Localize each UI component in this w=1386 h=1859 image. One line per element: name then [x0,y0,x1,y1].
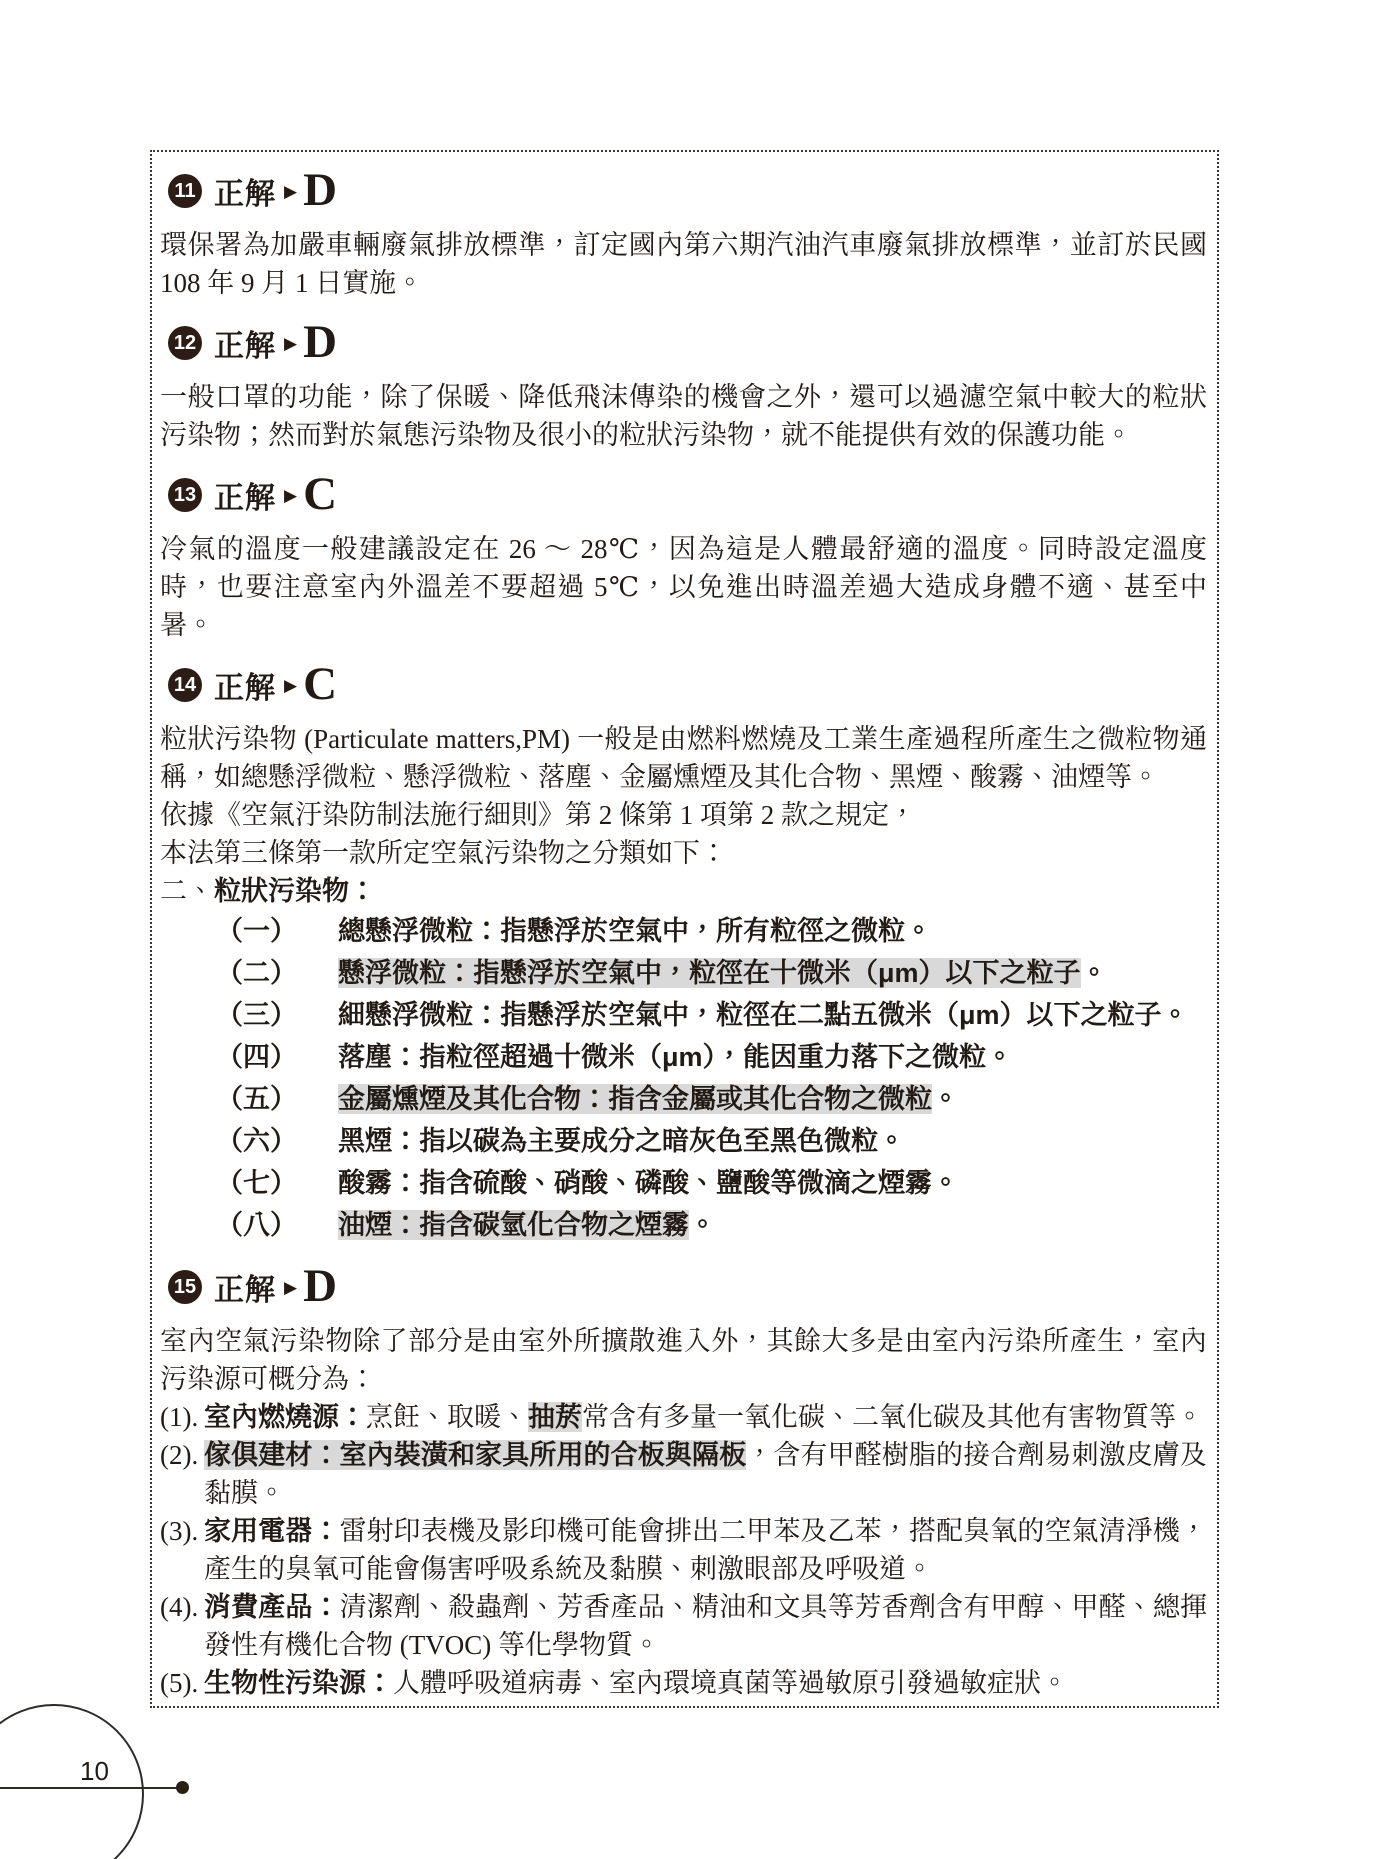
answer-label: 正解 [214,178,276,211]
text-run: 消費產品： [204,1592,340,1622]
list-item [160,1588,1207,1664]
question-number-badge: 14 [168,668,202,702]
text-run: 粒狀污染物 (Particulate matters,PM) 一般是由燃料燃燒及工業生產過程所產生之微粒物通稱，如總懸浮微粒、懸浮微粒、落塵、金屬燻煙及其化合物、黑煙、酸霧、油煙等。 [160,724,1207,792]
answer-label: 正解 [214,330,276,363]
list-item-text [338,994,1207,1036]
text-run: 傢俱建材：室內裝潢和家具所用的合板與隔板 [204,1440,747,1470]
answer-arrow-icon: ▶ [284,486,298,505]
paragraph [160,796,1207,834]
answer-arrow-icon: ▶ [284,182,298,201]
text-run: 總懸浮微粒：指懸浮於空氣中，所有粒徑之微粒。 [338,916,932,946]
list-marker: (3). [160,1516,199,1546]
answer-label: 正解 [214,482,276,515]
list-item-text [204,1588,1207,1664]
answer-explanations [160,163,1208,1702]
list-item-text [338,1036,1207,1078]
answer-heading [168,467,1207,520]
text-run: 依據《空氣汙染防制法施行細則》第 2 條第 1 項第 2 款之規定， [160,800,916,830]
list-item [216,1204,1207,1246]
page-number: 10 [80,1756,109,1786]
footer-circle-decoration [0,1704,144,1859]
paragraph [160,530,1207,644]
list-item [216,1120,1207,1162]
answer-key-frame [150,150,1219,1708]
text-run: 酸霧：指含硫酸、硝酸、磷酸、鹽酸等微滴之煙霧。 [338,1168,959,1198]
text-run: 油煙：指含碳氫化合物之煙霧 [338,1210,689,1240]
paragraph [160,1322,1207,1398]
text-run: 本法第三條第一款所定空氣污染物之分類如下： [160,838,727,868]
answer-label: 正解 [214,1274,276,1307]
footer-line-decoration [0,1787,182,1789]
list-item [216,1078,1207,1120]
text-run: 室內空氣污染物除了部分是由室外所擴散進入外，其餘大多是由室內污染所產生，室內污染源可概分為： [160,1326,1207,1394]
list-item [216,994,1207,1036]
answer-letter: D [303,163,338,216]
answer-section-13 [160,467,1207,644]
list-item [160,1398,1207,1436]
answer-arrow-icon: ▶ [284,676,298,695]
text-run: 二、 [160,876,214,906]
answer-section-12 [160,315,1207,454]
paragraph [160,720,1207,796]
list-marker: （四） [216,1042,297,1072]
text-run: 冷氣的溫度一般建議設定在 26 ～ 28℃，因為這是人體最舒適的溫度。同時設定溫度時，也要注意室內外溫差不要超過 5℃，以免進出時溫差過大造成身體不適、甚至中暑。 [160,534,1207,640]
answer-heading [168,657,1207,710]
answer-section-15 [160,1259,1208,1702]
text-run: 一般口罩的功能，除了保暖、降低飛沫傳染的機會之外，還可以過濾空氣中較大的粒狀污染物；然而對於氣態污染物及很小的粒狀污染物，就不能提供有效的保護功能。 [160,382,1207,450]
text-run: 生物性污染源： [204,1668,393,1698]
paragraph [160,872,1207,910]
question-number-badge: 11 [168,174,202,208]
text-run: 粒狀污染物： [214,876,376,906]
footer-dot-decoration [176,1781,189,1794]
text-run: 烹飪、取暖、 [366,1402,528,1432]
text-run: 清潔劑、殺蟲劑、芳香產品、精油和文具等芳香劑含有甲醇、甲醛、總揮發性有機化合物 (TVOC) 等化學物質。 [204,1592,1208,1660]
text-run: 室內燃燒源： [204,1402,366,1432]
text-run: 雷射印表機及影印機可能會排出二甲苯及乙苯，搭配臭氧的空氣清淨機，產生的臭氧可能會傷害呼吸系統及黏膜、刺激眼部及呼吸道。 [204,1516,1208,1584]
text-run: 家用電器： [204,1516,340,1546]
list-item-text [338,1078,1207,1120]
text-run: 。 [689,1210,716,1240]
list-marker: (4). [160,1592,199,1622]
text-run: 環保署為加嚴車輛廢氣排放標準，訂定國內第六期汽油汽車廢氣排放標準，並訂於民國 108 年 9 月 1 日實施。 [160,230,1207,298]
list-item-text [338,1120,1207,1162]
text-run: 黑煙：指以碳為主要成分之暗灰色至黑色微粒。 [338,1126,905,1156]
question-number-badge: 12 [168,326,202,360]
answer-letter: D [303,1259,338,1312]
text-run: 常含有多量一氧化碳、二氧化碳及其他有害物質等。 [582,1402,1203,1432]
list-marker: （一） [216,916,297,946]
list-marker: （七） [216,1168,297,1198]
list-item-text [204,1436,1207,1512]
answer-label: 正解 [214,672,276,705]
list-item [216,910,1207,952]
list-item [160,1664,1207,1702]
question-number-badge: 13 [168,478,202,512]
answer-heading [168,315,1207,368]
list-item [216,1036,1207,1078]
paragraph [160,378,1207,454]
list-item-text [204,1398,1207,1436]
list-marker: (5). [160,1668,199,1698]
answer-heading [168,163,1207,216]
list-item-text [338,952,1207,994]
answer-letter: C [303,467,338,520]
text-run: 。 [1080,958,1108,988]
list-item [160,1512,1207,1588]
list-item-text [338,910,1207,952]
paragraph [160,834,1207,872]
list-marker: （五） [216,1084,297,1114]
answer-heading [168,1259,1207,1312]
list-marker: (1). [160,1402,199,1432]
list-item-text [204,1664,1207,1702]
list-marker: （三） [216,1000,297,1030]
answer-section-11 [160,163,1207,302]
list-item [216,1162,1207,1204]
paragraph [160,226,1207,302]
list-item-text [204,1512,1207,1588]
list-item-text [338,1162,1207,1204]
text-run: 細懸浮微粒：指懸浮於空氣中，粒徑在二點五微米（μm）以下之粒子。 [338,1000,1189,1030]
text-run: 。 [932,1084,959,1114]
list-marker: （八） [216,1210,297,1240]
answer-arrow-icon: ▶ [284,334,298,353]
list-marker: （六） [216,1126,297,1156]
list-item-text [338,1204,1207,1246]
answer-arrow-icon: ▶ [284,1278,298,1297]
text-run: 懸浮微粒：指懸浮於空氣中，粒徑在十微米（μm）以下之粒子 [338,958,1081,988]
answer-section-14 [160,657,1207,1246]
answer-letter: D [303,315,338,368]
text-run: 抽菸 [528,1402,582,1432]
answer-letter: C [303,657,338,710]
text-run: ，含有甲醛樹脂的接合劑易刺激皮膚及黏膜。 [204,1440,1208,1508]
list-marker: （二） [216,958,297,988]
list-item [216,952,1207,994]
list-marker: (2). [160,1440,199,1470]
text-run: 金屬燻煙及其化合物：指含金屬或其化合物之微粒 [338,1084,932,1114]
text-run: 人體呼吸道病毒、室內環境真菌等過敏原引發過敏症狀。 [393,1668,1068,1698]
list-item [160,1436,1207,1512]
text-run: 落塵：指粒徑超過十微米（μm），能因重力落下之微粒。 [338,1042,1014,1072]
question-number-badge: 15 [168,1270,202,1304]
